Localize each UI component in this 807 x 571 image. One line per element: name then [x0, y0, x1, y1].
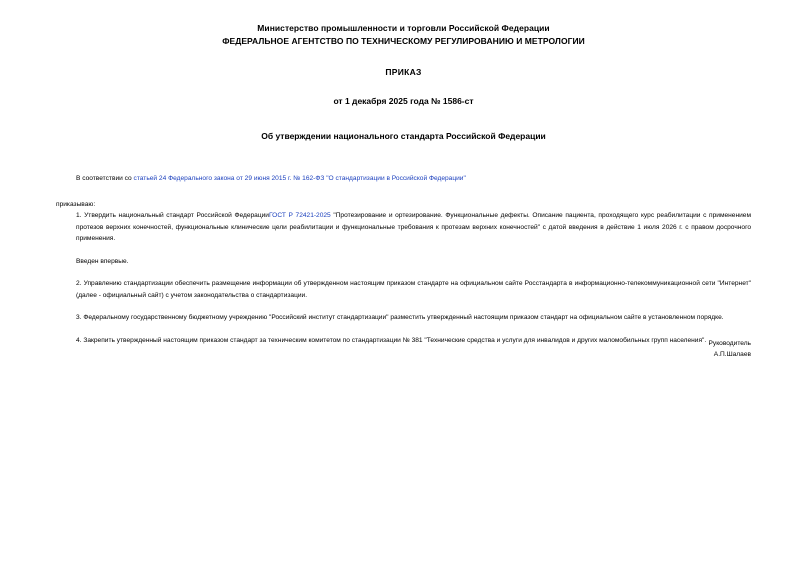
legal-reference: [56, 173, 751, 185]
reference-prefix: В соответствии со: [76, 175, 134, 182]
document-body: [56, 173, 751, 346]
agency-name: ФЕДЕРАЛЬНОЕ АГЕНТСТВО ПО ТЕХНИЧЕСКОМУ РЕГУЛИРОВАНИЮ И МЕТРОЛОГИИ: [222, 36, 585, 46]
federal-law-link[interactable]: статьей 24 Федерального закона от 29 июня 2015 г. № 162-ФЗ "О стандартизации в Российской Федерации": [133, 175, 466, 182]
gost-standard-link[interactable]: ГОСТ Р 72421-2025: [268, 212, 331, 219]
document-header: [56, 22, 751, 143]
order-item-4: 4. Закрепить утвержденный настоящим приказом стандарт за техническим комитетом по стандартизации № 381 "Технические средства и услуги для инвалидов и других маломобильных групп населения".: [76, 336, 707, 344]
order-date: от 1 декабря 2025 года № 1586-ст: [333, 96, 474, 106]
order-keyword: ПРИКАЗ: [385, 67, 422, 77]
order-intro: приказываю:: [56, 200, 96, 208]
signatory-position: Руководитель: [708, 340, 751, 347]
signatory-name: А.П.Шалаев: [713, 351, 751, 358]
order-item-1-suffix: "Протезирование и ортезирование. Функциональные дефекты. Описание пациента, проходящего курс реабилитации с применением протезов верхних конечностей, функциональные клинические цели реабилитации и функциональные требования к протезам верхних конечностей" с датой введения в действие 1 июля 2026 г. с правом досрочного применения.: [76, 212, 751, 242]
order-item-1: [56, 210, 751, 245]
order-note-introduced: Введен впервые.: [76, 257, 129, 265]
order-item-1-prefix: 1. Утвердить национальный стандарт Российской Федерации: [76, 212, 269, 219]
ministry-name: Министерство промышленности и торговли Российской Федерации: [257, 23, 550, 33]
order-item-3: 3. Федеральному государственному бюджетному учреждению "Российский институт стандартизации" разместить утвержденный настоящим приказом стандарт на официальном сайте в установленном порядке.: [76, 314, 724, 321]
order-item-2: 2. Управлению стандартизации обеспечить размещение информации об утвержденном настоящим приказом стандарте на официальном сайте Росстандарта в информационно-телекоммуникационной сети "Интернет" (далее - официальный сайт) с учетом законодательства о стандартизации.: [76, 280, 751, 299]
signature-block: [709, 338, 751, 360]
page-title: Об утверждении национального стандарта Российской Федерации: [261, 131, 546, 141]
